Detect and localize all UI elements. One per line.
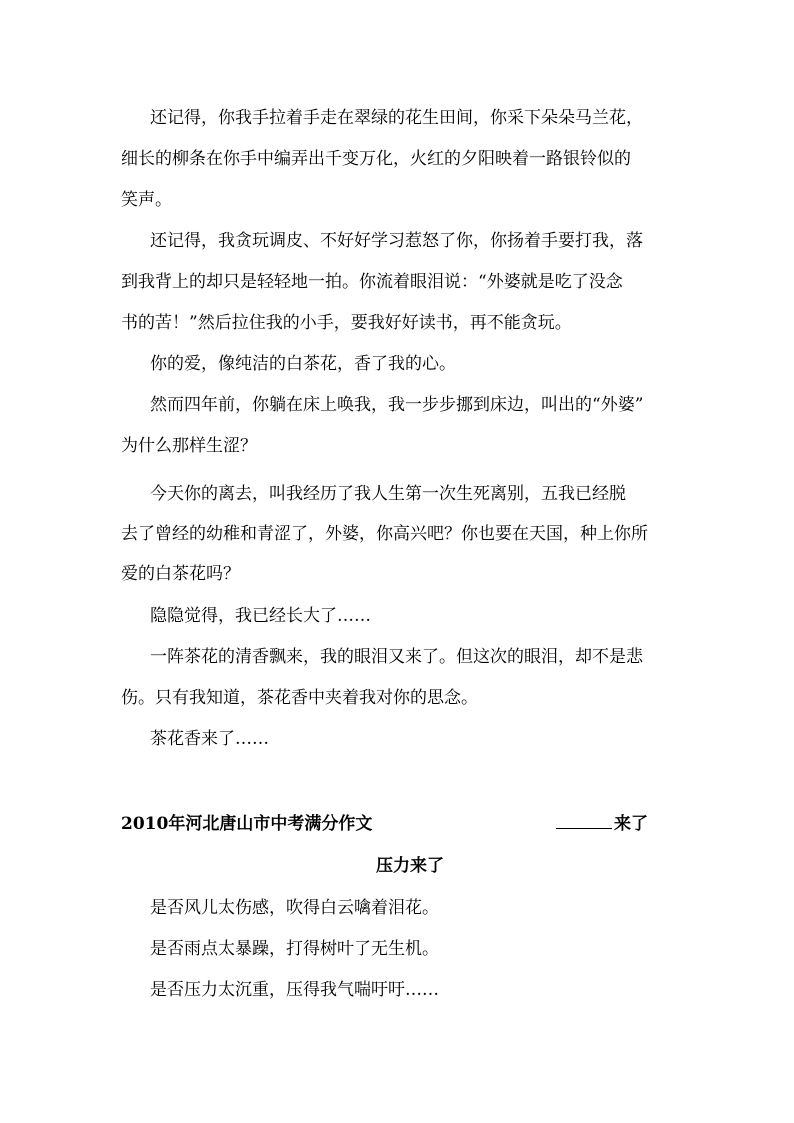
paragraph-line: 还记得，我贪玩调皮、不好好学习惹怒了你，你扬着手要打我，落 — [150, 231, 643, 251]
essay-prompt — [556, 814, 648, 834]
paragraph-line: 为什么那样生涩？ — [121, 436, 257, 456]
paragraph-line: 是否风儿太伤感，吹得白云噙着泪花。 — [150, 898, 439, 918]
paragraph-line: 今天你的离去，叫我经历了我人生第一次生死离别，五我已经脱 — [150, 484, 626, 504]
essay-heading: 2010年河北唐山市中考满分作文 — [121, 814, 373, 834]
paragraph-line: 是否雨点太暴躁，打得树叶了无生机。 — [150, 939, 439, 959]
paragraph-line: 伤。只有我知道，茶花香中夹着我对你的思念。 — [121, 688, 478, 708]
paragraph-line: 爱的白茶花吗？ — [121, 564, 240, 584]
paragraph-line: 茶花香来了…… — [150, 729, 269, 749]
paragraph-line: 去了曾经的幼稚和青涩了，外婆，你高兴吧？你也要在天国，种上你所 — [121, 524, 648, 544]
paragraph-line: 然而四年前，你躺在床上唤我，我一步步挪到床边，叫出的“外婆” — [150, 395, 644, 415]
paragraph-line: 书的苦！”然后拉住我的小手，要我好好读书，再不能贪玩。 — [121, 313, 572, 333]
essay-title: 压力来了 — [376, 856, 444, 876]
paragraph-line: 是否压力太沉重，压得我气喘吁吁…… — [150, 980, 439, 1000]
prompt-suffix: 来了 — [614, 814, 648, 834]
paragraph-line: 隐隐觉得，我已经长大了…… — [150, 606, 371, 626]
paragraph-line: 一阵茶花的清香飘来，我的眼泪又来了。但这次的眼泪，却不是悲 — [150, 647, 643, 667]
paragraph-line: 笑声。 — [121, 190, 172, 210]
paragraph-line: 到我背上的却只是轻轻地一拍。你流着眼泪说：“外婆就是吃了没念 — [121, 272, 623, 292]
paragraph-line: 还记得，你我手拉着手走在翠绿的花生田间，你采下朵朵马兰花， — [150, 108, 643, 128]
paragraph-line: 你的爱，像纯洁的白茶花，香了我的心。 — [150, 354, 456, 374]
prompt-blank — [556, 814, 612, 829]
paragraph-line: 细长的柳条在你手中编弄出千变万化，火红的夕阳映着一路银铃似的 — [121, 149, 631, 169]
